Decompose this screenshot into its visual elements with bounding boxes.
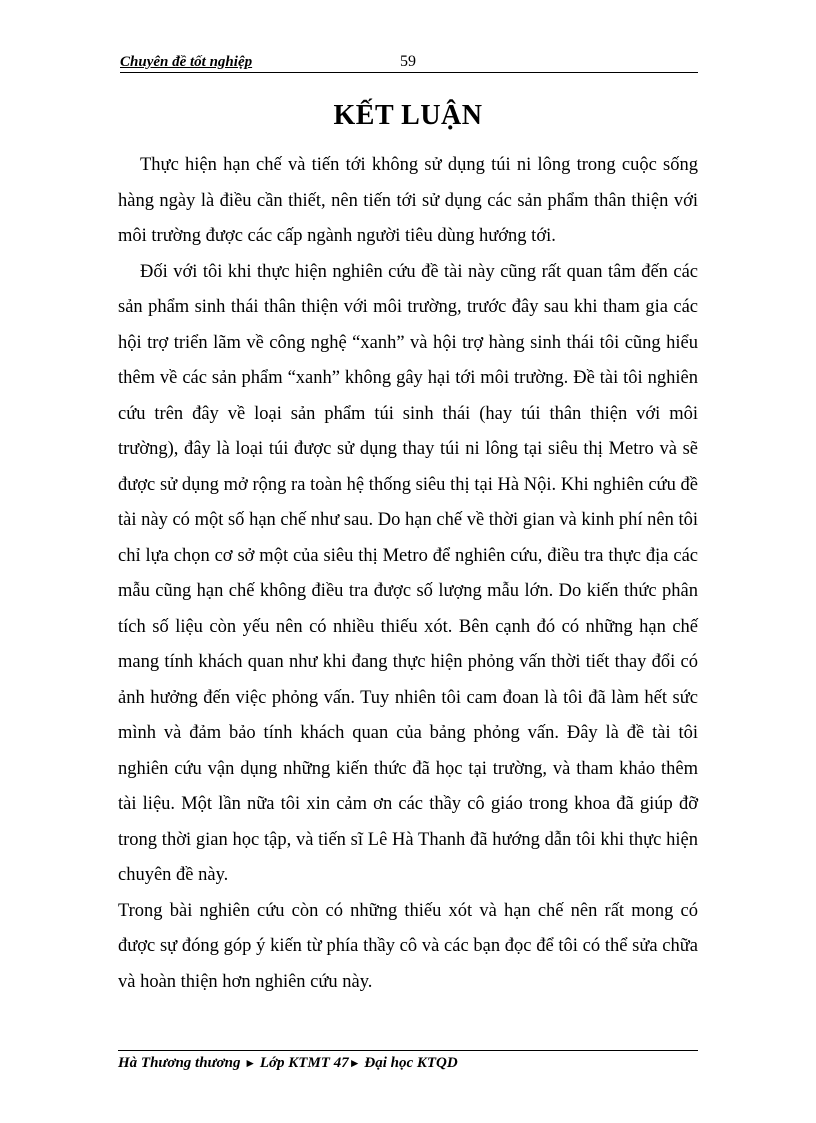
paragraph-main: Đối với tôi khi thực hiện nghiên cứu đề tài này cũng rất quan tâm đến các sản phẩm sinh thái thân thiện với môi trường, trước đây sau khi tham gia các hội trợ triển lãm về công nghệ “xanh” và hội trợ hàng sinh thái tôi cũng hiểu thêm về các sản phẩm “xanh” không gây hại tới môi trường. Đề tài tôi nghiên cứu trên đây về loại sản phẩm túi sinh thái (hay túi thân thiện với môi trường), đây là loại túi được sử dụng thay túi ni lông tại siêu thị Metro và sẽ được sử dụng mở rộng ra toàn hệ thống siêu thị tại Hà Nội. Khi nghiên cứu đề tài này có một số hạn chế như sau. Do hạn chế về thời gian và kinh phí nên tôi chỉ lựa chọn cơ sở một của siêu thị Metro để nghiên cứu, điều tra thực địa các mẫu cũng hạn chế không điều tra được số lượng mẫu lớn. Do kiến thức phân tích số liệu còn yếu nên có nhiều thiếu xót. Bên cạnh đó có những hạn chế mang tính khách quan như khi đang thực hiện phỏng vấn thời tiết thay đổi có ảnh hưởng đến việc phỏng vấn. Tuy nhiên tôi cam đoan là tôi đã làm hết sức mình và đảm bảo tính khách quan của bảng phỏng vấn. Đây là đề tài tôi nghiên cứu vận dụng những kiến thức đã học tại trường, và tham khảo thêm tài liệu. Một lần nữa tôi xin cảm ơn các thầy cô giáo trong khoa đã giúp đỡ trong thời gian học tập, và tiến sĩ Lê Hà Thanh đã hướng dẫn tôi khi thực hiện chuyên đề này. (118, 261, 698, 885)
footer-author: Hà Thương thương (118, 1055, 241, 1071)
page-title: KẾT LUẬN (333, 100, 483, 131)
footer-class: Lớp KTMT 47 (259, 1055, 349, 1071)
paragraph-closing: Trong bài nghiên cứu còn có những thiếu xót và hạn chế nên rất mong có được sự đóng góp ý kiến từ phía thầy cô và các bạn đọc để tôi có thể sửa chữa và hoàn thiện hơn nghiên cứu này. (118, 900, 698, 992)
header-document-type: Chuyên đề tốt nghiệp (120, 54, 253, 70)
paragraph-intro: Thực hiện hạn chế và tiến tới không sử dụng túi ni lông trong cuộc sống hàng ngày là điều cần thiết, nên tiến tới sử dụng các sản phẩm thân thiện với môi trường được các cấp ngành người tiêu dùng hướng tới. (118, 155, 698, 246)
footer-university: Đại học KTQD (364, 1055, 458, 1071)
page-footer (118, 1050, 698, 1072)
document-body (118, 148, 698, 1000)
footer-arrow-icon-2: ► (348, 1056, 361, 1070)
page-header (120, 52, 698, 73)
page-number: 59 (400, 53, 416, 70)
footer-arrow-icon: ► (244, 1056, 257, 1070)
